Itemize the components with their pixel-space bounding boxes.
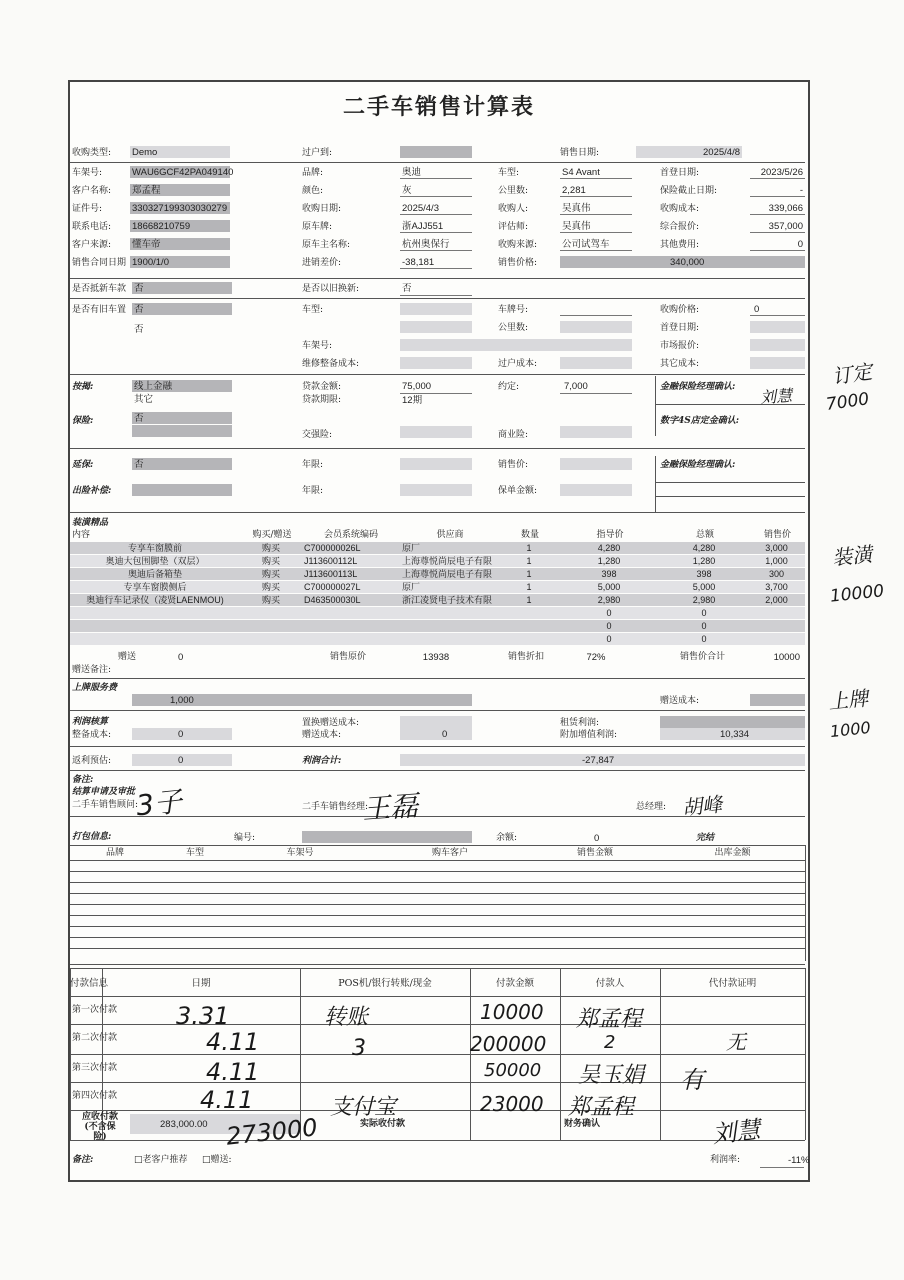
remarks-label: 备注: xyxy=(72,775,94,785)
payment-1-date: 3.31 xyxy=(176,1002,230,1030)
decoration-cell: 购买 xyxy=(261,543,280,553)
info-value: - xyxy=(799,185,803,196)
info-value: 懂车帝 xyxy=(132,239,161,250)
decoration-cell: C700000026L xyxy=(304,543,361,553)
old-car-market-label: 市场报价: xyxy=(660,341,700,351)
trade-in-value: 否 xyxy=(402,283,412,294)
decoration-cell: 1,280 xyxy=(597,556,621,566)
profit-section-title: 利润核算 xyxy=(72,717,109,727)
package-col-header: 购车客户 xyxy=(431,848,468,858)
info-value: -38,181 xyxy=(402,257,435,268)
decoration-col-header: 指导价 xyxy=(596,530,624,540)
decoration-cell: 2,980 xyxy=(692,595,716,605)
payment-col-header: 日期 xyxy=(191,978,211,989)
payment-col-header: 代付款证明 xyxy=(708,978,757,989)
warranty-manager-confirm-label: 金融保险经理确认: xyxy=(660,460,736,470)
repair-cost-label: 维修整备成本: xyxy=(302,359,360,369)
sales-advisor-signature: 3子 xyxy=(134,784,184,823)
insurance-label: 保险: xyxy=(72,416,94,426)
old-car-value: 否 xyxy=(134,304,144,315)
old-car-plate-label: 车牌号: xyxy=(498,305,529,315)
trade-in-label: 是否以旧换新: xyxy=(302,284,360,294)
info-label: 评估师: xyxy=(498,222,529,232)
warranty-price-label: 销售价: xyxy=(498,460,529,470)
loan-type-value: 线上金融 xyxy=(134,381,173,392)
gift-cost-value: 0 xyxy=(442,729,448,740)
finance-manager-signature: 刘慧 xyxy=(759,385,793,408)
info-value: 浙AJJ551 xyxy=(402,221,444,232)
payment-2-date: 4.11 xyxy=(206,1028,260,1056)
gift-note-label: 赠送备注: xyxy=(72,665,112,675)
package-info-label: 打包信息: xyxy=(72,832,112,842)
deposit-value: 7,000 xyxy=(564,381,588,392)
payment-3-date: 4.11 xyxy=(206,1058,260,1086)
info-label: 客户来源: xyxy=(72,240,112,250)
decoration-cell: 5,000 xyxy=(692,582,716,592)
added-value-profit-label: 附加增值利润: xyxy=(560,730,618,740)
payment-row-label: 第三次付款 xyxy=(72,1063,118,1073)
profit-total-label: 利润合计: xyxy=(302,756,342,766)
info-label: 车架号: xyxy=(72,168,103,178)
decoration-cell: 购买 xyxy=(261,582,280,592)
payment-row-label: 第一次付款 xyxy=(72,1005,118,1015)
transfer-to-label: 过户到: xyxy=(302,148,333,158)
decoration-cell: 1,280 xyxy=(692,556,716,566)
info-value: 340,000 xyxy=(670,257,705,268)
loan-label: 按揭: xyxy=(72,382,94,392)
insurance-value: 否 xyxy=(134,413,144,424)
loan-amount-value: 75,000 xyxy=(402,381,432,392)
policy-amount-label: 保单金额: xyxy=(498,486,538,496)
decoration-cell: 专享车窗膜侧后 xyxy=(123,582,187,592)
decoration-cell: 398 xyxy=(696,569,712,579)
payment-1-method: 转账 xyxy=(324,1005,369,1030)
decoration-cell: 原厂 xyxy=(402,582,421,592)
decoration-cell: 奥迪后备箱垫 xyxy=(127,569,182,579)
info-value: 339,066 xyxy=(768,203,803,214)
sale-total-label: 销售价合计 xyxy=(680,652,726,662)
decoration-cell: 1 xyxy=(526,556,532,566)
prep-cost-label: 整备成本: xyxy=(72,730,112,740)
actual-payment-handwritten: 273000 xyxy=(224,1113,319,1151)
decoration-cell: 购买 xyxy=(261,595,280,605)
payment-4-method: 支付宝 xyxy=(330,1095,397,1120)
purchase-type-label: 收购类型: xyxy=(72,148,112,158)
old-car-model-label: 车型: xyxy=(302,305,324,315)
decoration-cell: 4,280 xyxy=(597,543,621,553)
gift-value: 0 xyxy=(178,652,184,663)
decoration-cell: 1 xyxy=(526,543,532,553)
decoration-cell: 原厂 xyxy=(402,543,421,553)
info-value: 357,000 xyxy=(768,221,803,232)
balance-label: 余额: xyxy=(496,833,518,843)
decoration-col-header: 供应商 xyxy=(436,530,464,540)
rebate-estimate-label: 返利预估: xyxy=(72,756,112,766)
package-col-header: 销售金额 xyxy=(576,848,613,858)
completed-label: 完结 xyxy=(696,833,715,843)
rebate-estimate-value: 0 xyxy=(178,755,184,766)
info-label: 销售合同日期 xyxy=(72,258,127,268)
info-value: 灰 xyxy=(402,185,412,196)
sales-manager-label: 二手车销售经理: xyxy=(302,802,369,812)
receivable-label: 应收付款 (不含保 险) xyxy=(81,1112,118,1142)
handwritten-margin-deposit: 订定 xyxy=(830,359,874,389)
decoration-cell: 上海尊悦尚辰电子有限 xyxy=(402,556,493,566)
approval-section-title: 结算申请及审批 xyxy=(72,787,136,797)
sale-total-value: 10000 xyxy=(773,652,800,663)
info-label: 收购日期: xyxy=(302,204,342,214)
decoration-cell: 奥迪行车记录仪（凌贤LAENMOU) xyxy=(86,595,224,605)
payment-col-header: POS机/银行转账/现金 xyxy=(338,978,432,989)
trade-new-label: 是否抵新车款 xyxy=(72,284,127,294)
decoration-cell: 3,700 xyxy=(765,582,788,592)
sale-date-value: 2025/4/8 xyxy=(703,147,740,158)
prep-cost-value: 0 xyxy=(178,729,184,740)
package-no-label: 编号: xyxy=(234,833,256,843)
handwritten-margin-decoration: 装潢 xyxy=(831,541,874,571)
info-label: 收购成本: xyxy=(660,204,700,214)
general-manager-signature: 胡峰 xyxy=(681,791,724,821)
handwritten-margin-plate: 上牌 xyxy=(827,685,870,715)
decoration-cell: 上海尊悦尚辰电子有限 xyxy=(402,569,493,579)
info-label: 证件号: xyxy=(72,204,103,214)
payment-col-header: 付款金额 xyxy=(495,978,534,989)
loan-type-value-2: 其它 xyxy=(134,394,154,405)
info-value: 18668210759 xyxy=(132,221,191,232)
general-manager-label: 总经理: xyxy=(636,802,667,812)
sales-advisor-label: 二手车销售顾问: xyxy=(72,800,139,810)
decoration-cell: 2,000 xyxy=(765,595,788,605)
handwritten-margin-decoration-amount: 10000 xyxy=(829,581,885,607)
payment-4-date: 4.11 xyxy=(200,1086,254,1114)
profit-rate-label: 利润率: xyxy=(710,1155,741,1165)
actual-payment-label: 实际收付款 xyxy=(360,1119,406,1129)
balance-value: 0 xyxy=(594,833,600,844)
payment-3-payer: 吴玉娟 xyxy=(578,1063,645,1088)
info-label: 颜色: xyxy=(302,186,324,196)
info-value: 2,281 xyxy=(562,185,586,196)
decoration-section-title: 装潢精品 xyxy=(72,518,109,528)
decoration-cell: 0 xyxy=(606,621,612,631)
decoration-cell: 浙江凌贤电子技术有限 xyxy=(402,595,493,605)
compulsory-insurance-label: 交强险: xyxy=(302,430,333,440)
decoration-cell: 5,000 xyxy=(597,582,621,592)
package-col-header: 品牌 xyxy=(105,848,124,858)
decoration-cell: 1 xyxy=(526,595,532,605)
added-value-profit-value: 10,334 xyxy=(720,729,750,740)
plate-fee-section-title: 上牌服务费 xyxy=(72,683,118,693)
plate-fee-value: 1,000 xyxy=(170,695,194,706)
info-value: 330327199303030279 xyxy=(132,203,228,214)
decoration-cell: 奥迪大包围脚垫（双层） xyxy=(105,556,205,566)
finance-manager-confirm-label: 金融保险经理确认: xyxy=(660,382,736,392)
payment-row-label: 第二次付款 xyxy=(72,1033,118,1043)
info-label: 其他费用: xyxy=(660,240,700,250)
info-value: WAU6GCF42PA049140 xyxy=(132,167,234,178)
info-label: 综合报价: xyxy=(660,222,700,232)
receivable-value: 283,000.00 xyxy=(160,1119,208,1130)
decoration-cell: 2,980 xyxy=(597,595,621,605)
profit-rate-value: -11% xyxy=(788,1155,810,1166)
discount-value: 72% xyxy=(586,652,606,663)
handwritten-margin-plate-amount: 1000 xyxy=(829,717,872,742)
loan-term-value: 12期 xyxy=(402,395,423,406)
info-label: 收购人: xyxy=(498,204,529,214)
info-label: 进销差价: xyxy=(302,258,342,268)
extended-warranty-label: 延保: xyxy=(72,460,94,470)
swap-gift-cost-label: 置换赠送成本: xyxy=(302,718,360,728)
decoration-cell: 398 xyxy=(601,569,617,579)
info-value: 奥迪 xyxy=(402,167,422,178)
decoration-cell: 3,000 xyxy=(765,543,788,553)
info-label: 联系电话: xyxy=(72,222,112,232)
decoration-col-header: 数量 xyxy=(520,530,539,540)
footer-remarks-label: 备注: xyxy=(72,1155,94,1165)
handwritten-margin-deposit-amount: 7000 xyxy=(824,389,871,415)
lease-profit-label: 租赁利润: xyxy=(560,718,600,728)
payment-2-amount: 200000 xyxy=(470,1032,547,1056)
payment-1-amount: 10000 xyxy=(480,1000,544,1024)
info-label: 原车主名称: xyxy=(302,240,351,250)
payment-col-header: 付款信息 xyxy=(70,978,109,989)
decoration-cell: 300 xyxy=(768,569,785,579)
payment-3-proof: 有 xyxy=(680,1066,704,1094)
package-col-header: 出库金额 xyxy=(714,848,751,858)
info-value: 2023/5/26 xyxy=(760,167,803,178)
claim-compensation-label: 出险补偿: xyxy=(72,486,112,496)
decoration-cell: 1,000 xyxy=(765,556,788,566)
decoration-cell: D463500030L xyxy=(304,595,361,605)
warranty-years-label: 年限: xyxy=(302,460,324,470)
decoration-cell: J113600112L xyxy=(304,556,358,566)
decoration-cell: C700000027L xyxy=(304,582,361,592)
deposit-confirm-label: 数字4S店定金确认: xyxy=(660,416,740,426)
decoration-col-header: 总额 xyxy=(695,530,714,540)
payment-1-proof: 无 xyxy=(726,1030,746,1054)
decoration-cell: 1 xyxy=(526,582,532,592)
decoration-cell: 0 xyxy=(606,634,612,644)
payment-row-label: 第四次付款 xyxy=(72,1091,118,1101)
info-value: 吴真伟 xyxy=(562,203,591,214)
purchase-type-value: Demo xyxy=(132,147,158,158)
profit-total-value: -27,847 xyxy=(582,755,615,766)
decoration-cell: J113600113L xyxy=(304,569,358,579)
transfer-cost-label: 过户成本: xyxy=(498,359,538,369)
package-col-header: 车架号 xyxy=(286,848,314,858)
gift-cost-label: 赠送成本: xyxy=(302,730,342,740)
decoration-col-header: 销售价 xyxy=(763,530,791,540)
info-label: 保险截止日期: xyxy=(660,186,718,196)
info-value: S4 Avant xyxy=(562,167,600,178)
old-car-km-label: 公里数: xyxy=(498,323,529,333)
info-label: 首登日期: xyxy=(660,168,700,178)
payment-2-payer: 2 xyxy=(604,1032,616,1053)
finance-confirm-signature: 刘慧 xyxy=(710,1115,762,1149)
decoration-cell: 4,280 xyxy=(692,543,716,553)
decoration-col-header: 购买/赠送 xyxy=(252,530,292,540)
decoration-cell: 购买 xyxy=(261,556,280,566)
old-car-value-2: 否 xyxy=(134,324,144,335)
info-value: 1900/1/0 xyxy=(132,257,169,268)
decoration-cell: 购买 xyxy=(261,569,280,579)
extended-warranty-value: 否 xyxy=(134,459,144,470)
decoration-cell: 0 xyxy=(701,634,707,644)
package-col-header: 车型 xyxy=(185,848,204,858)
decoration-col-header: 会员系统编码 xyxy=(323,530,378,540)
payment-4-payer: 郑孟程 xyxy=(568,1095,635,1120)
sales-manager-signature: 王磊 xyxy=(361,789,420,826)
loan-term-label: 贷款期限: xyxy=(302,395,342,405)
gift-label: 赠送 xyxy=(118,652,137,662)
info-label: 原车牌: xyxy=(302,222,333,232)
info-label: 客户名称: xyxy=(72,186,112,196)
old-car-vin-label: 车架号: xyxy=(302,341,333,351)
info-label: 公里数: xyxy=(498,186,529,196)
original-price-label: 销售原价 xyxy=(330,652,367,662)
payment-1-payer: 郑孟程 xyxy=(576,1007,643,1032)
old-customer-option[interactable]: □老客户推荐 xyxy=(134,1155,188,1165)
info-value: 郑孟程 xyxy=(132,185,161,196)
original-price-value: 13938 xyxy=(422,652,450,663)
claim-years-label: 年限: xyxy=(302,486,324,496)
payment-2-method: 3 xyxy=(352,1036,366,1061)
info-value: 公司试驾车 xyxy=(562,239,610,250)
info-value: 吴真伟 xyxy=(562,221,591,232)
other-cost-label: 其它成本: xyxy=(660,359,700,369)
old-car-label: 是否有旧车置 xyxy=(72,305,127,315)
decoration-col-header: 内容 xyxy=(72,530,91,540)
info-value: 杭州奥保行 xyxy=(402,239,450,250)
payment-3-amount: 50000 xyxy=(484,1060,542,1081)
gift-option[interactable]: □赠送: xyxy=(202,1155,232,1165)
info-label: 车型: xyxy=(498,168,520,178)
commercial-insurance-label: 商业险: xyxy=(498,430,529,440)
loan-amount-label: 贷款金额: xyxy=(302,382,342,392)
decoration-cell: 1 xyxy=(526,569,532,579)
old-car-price-label: 收购价格: xyxy=(660,305,700,315)
sale-date-label: 销售日期: xyxy=(560,148,600,158)
deposit-label: 约定: xyxy=(498,382,520,392)
plate-gift-cost-label: 赠送成本: xyxy=(660,696,700,706)
info-label: 收购来源: xyxy=(498,240,538,250)
decoration-cell: 0 xyxy=(701,608,707,618)
info-value: 2025/4/3 xyxy=(402,203,439,214)
finance-confirm-label: 财务确认 xyxy=(564,1119,601,1129)
decoration-cell: 专享车窗膜前 xyxy=(127,543,182,553)
old-car-price-value: 0 xyxy=(754,304,760,315)
discount-label: 销售折扣 xyxy=(508,652,545,662)
decoration-cell: 0 xyxy=(606,608,612,618)
info-label: 品牌: xyxy=(302,168,324,178)
info-label: 销售价格: xyxy=(498,258,538,268)
decoration-cell: 0 xyxy=(701,621,707,631)
form-title: 二手车销售计算表 xyxy=(342,95,535,120)
trade-new-value: 否 xyxy=(134,283,144,294)
payment-col-header: 付款人 xyxy=(595,978,625,989)
payment-4-amount: 23000 xyxy=(480,1092,544,1116)
info-value: 0 xyxy=(797,239,803,250)
old-car-reg-label: 首登日期: xyxy=(660,323,700,333)
